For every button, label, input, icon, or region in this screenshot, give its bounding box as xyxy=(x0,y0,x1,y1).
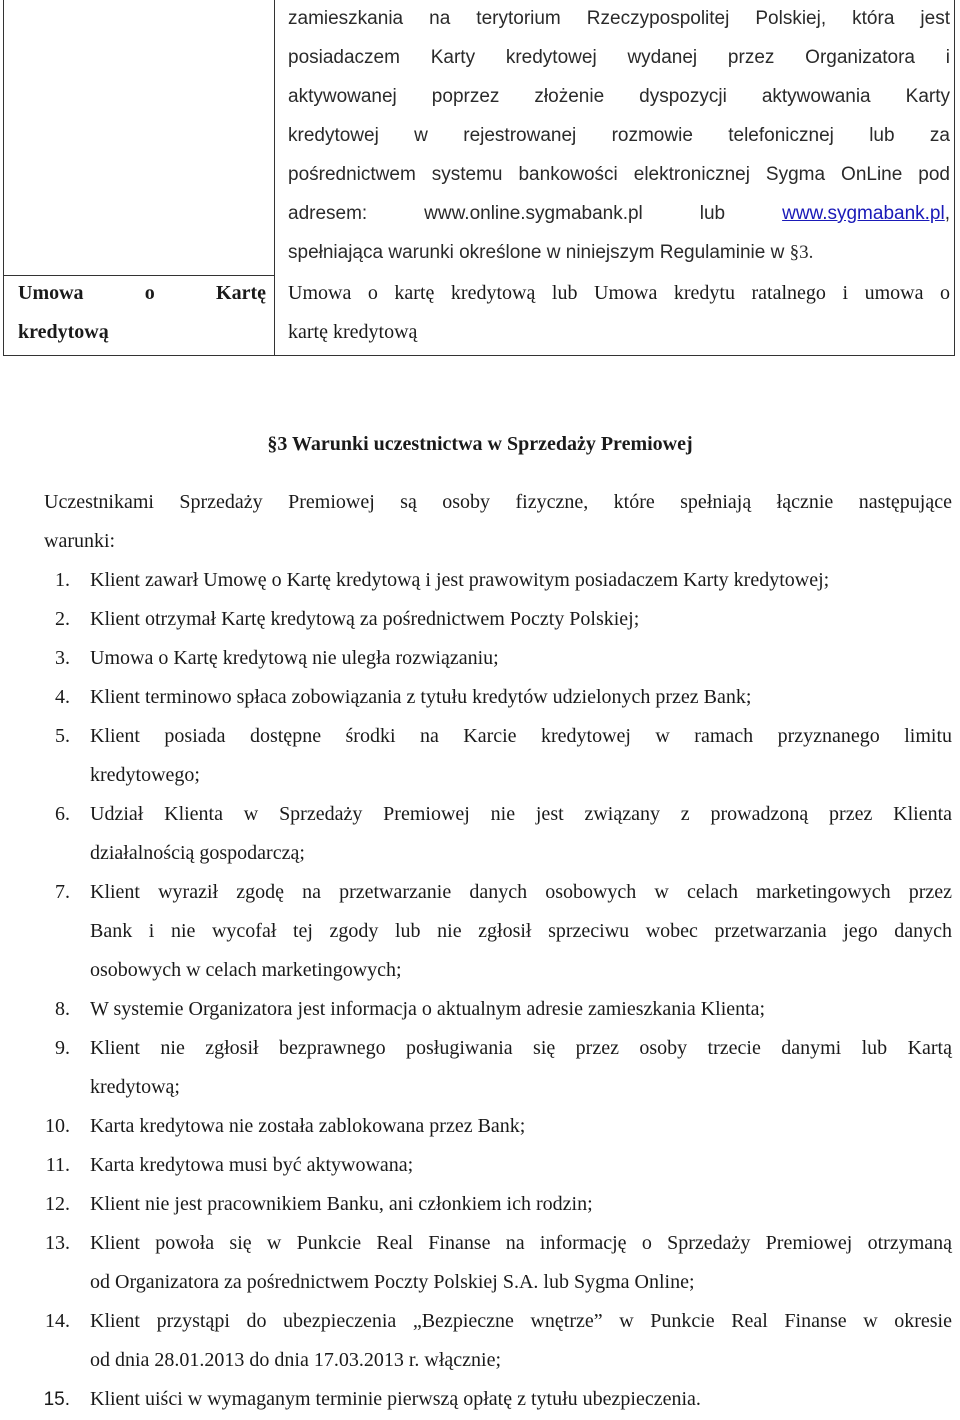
section-heading-text: 3 Warunki uczestnictwa w Sprzedaży Premiowej xyxy=(277,433,693,455)
condition-text-line: Klient terminowo spłaca zobowiązania z tytułu kredytów udzielonych przez Bank; xyxy=(90,686,752,708)
intro-line: warunki: xyxy=(44,530,116,552)
condition-item xyxy=(0,1146,952,1185)
paragraph-ref: §3. xyxy=(789,242,814,263)
condition-number: 13. xyxy=(45,1232,70,1254)
condition-text-line: Klient wyraził zgodę na przetwarzanie danych osobowych w celach marketingowych przez xyxy=(90,881,952,903)
definition-line: pośrednictwem systemu bankowości elektronicznej Sygma OnLine pod xyxy=(288,164,950,185)
address-prefix: adresem: xyxy=(288,203,368,224)
condition-number: 4. xyxy=(55,686,70,708)
condition-text-line: Klient uiści w wymaganym terminie pierwszą opłatę z tytułu ubezpieczenia. xyxy=(90,1388,701,1410)
term-word: Kartę xyxy=(216,282,266,304)
condition-number: 14. xyxy=(45,1310,70,1332)
condition-item xyxy=(0,639,952,678)
url-suffix: , xyxy=(944,203,950,224)
condition-text-line: kredytową; xyxy=(90,1076,180,1098)
condition-item xyxy=(0,1302,952,1380)
definition-line: aktywowanej poprzez złożenie dyspozycji aktywowania Karty xyxy=(288,86,950,107)
condition-text-line: Udział Klienta w Sprzedaży Premiowej nie jest związany z prowadzoną przez Klienta xyxy=(90,803,952,825)
definition-last-line xyxy=(288,233,950,272)
term-line-2: kredytową xyxy=(18,321,109,343)
conditions-list xyxy=(0,561,960,1419)
condition-number: 7. xyxy=(55,881,70,903)
condition-item xyxy=(0,990,952,1029)
condition-text-line: Klient nie zgłosił bezprawnego posługiwania się przez osoby trzecie danymi lub Kartą xyxy=(90,1037,952,1059)
condition-text-line: Klient otrzymał Kartę kredytową za pośrednictwem Poczty Polskiej; xyxy=(90,608,640,630)
term-cell xyxy=(18,274,266,352)
condition-item xyxy=(0,1380,952,1419)
condition-text-line: od dnia 28.01.2013 do dnia 17.03.2013 r. włącznie; xyxy=(90,1349,502,1371)
condition-item xyxy=(0,1029,952,1107)
condition-item xyxy=(0,873,952,990)
condition-item xyxy=(0,1185,952,1224)
condition-text-line: Klient nie jest pracownikiem Banku, ani członkiem ich rodzin; xyxy=(90,1193,593,1215)
intro-paragraph xyxy=(44,483,952,561)
condition-text-line: od Organizatora za pośrednictwem Poczty Polskiej S.A. lub Sygma Online; xyxy=(90,1271,695,1293)
condition-item xyxy=(0,795,952,873)
sygmabank-link[interactable]: www.sygmabank.pl xyxy=(782,203,945,224)
definition-line: kartę kredytową xyxy=(288,321,418,343)
condition-number: 6. xyxy=(55,803,70,825)
condition-text-line: Karta kredytowa musi być aktywowana; xyxy=(90,1154,414,1176)
url-connector: lub xyxy=(699,203,726,224)
condition-number: 5. xyxy=(55,725,70,747)
definition-cell xyxy=(288,274,950,352)
condition-text-line: kredytowego; xyxy=(90,764,200,786)
definition-line: kredytowej w rejestrowanej rozmowie telefonicznej lub za xyxy=(288,125,950,146)
condition-text-line: działalnością gospodarczą; xyxy=(90,842,305,864)
condition-number: 9. xyxy=(55,1037,70,1059)
definition-line: Umowa o kartę kredytową lub Umowa kredytu ratalnego i umowa o xyxy=(288,282,950,304)
condition-number: 8. xyxy=(55,998,70,1020)
condition-item xyxy=(0,1224,952,1302)
condition-number: 10. xyxy=(45,1115,70,1137)
condition-number: 3. xyxy=(55,647,70,669)
condition-item xyxy=(0,1107,952,1146)
condition-text-line: Umowa o Kartę kredytową nie uległa rozwiązaniu; xyxy=(90,647,499,669)
condition-number: 15. xyxy=(43,1389,70,1410)
definition-line: posiadaczem Karty kredytowej wydanej przez Organizatora i xyxy=(288,47,950,68)
term-word: Umowa xyxy=(18,282,84,304)
condition-text-line: Klient przystąpi do ubezpieczenia „Bezpieczne wnętrze” w Punkcie Real Finanse w okresie xyxy=(90,1310,952,1332)
condition-number: 12. xyxy=(45,1193,70,1215)
table-column-divider xyxy=(274,0,275,355)
term-word: o xyxy=(144,282,155,304)
condition-text-line: W systemie Organizatora jest informacja o aktualnym adresie zamieszkania Klienta; xyxy=(90,998,766,1020)
section-heading: §3 Warunki uczestnictwa w Sprzedaży Premiowej xyxy=(267,433,693,455)
condition-item xyxy=(0,561,952,600)
condition-item xyxy=(0,678,952,717)
condition-item xyxy=(0,600,952,639)
definition-last-text: spełniająca warunki określone w niniejszym Regulaminie w xyxy=(288,242,785,263)
condition-text-line: Klient powoła się w Punkcie Real Finanse na informację o Sprzedaży Premiowej otrzymaną xyxy=(90,1232,952,1254)
term-line-1 xyxy=(18,274,266,313)
condition-text-line: Klient zawarł Umowę o Kartę kredytową i jest prawowitym posiadaczem Karty kredytowej; xyxy=(90,569,830,591)
online-url-text: www.online.sygmabank.pl xyxy=(424,203,643,224)
condition-text-line: Bank i nie wycofał tej zgody lub nie zgłosił sprzeciwu wobec przetwarzania jego danych xyxy=(90,920,952,942)
definition-line: zamieszkania na terytorium Rzeczypospolitej Polskiej, która jest xyxy=(288,8,950,29)
condition-number: 1. xyxy=(55,569,70,591)
condition-text-line: osobowych w celach marketingowych; xyxy=(90,959,402,981)
definition-continuation-cell xyxy=(288,0,950,272)
paragraph-ref-number: 3. xyxy=(799,242,814,263)
definitions-table xyxy=(3,0,955,356)
intro-line: Uczestnikami Sprzedaży Premiowej są osoby fizyczne, które spełniają łącznie następujące xyxy=(44,491,952,513)
address-line xyxy=(288,194,950,233)
condition-text-line: Klient posiada dostępne środki na Karcie kredytowej w ramach przyznanego limitu xyxy=(90,725,952,747)
condition-text-line: Karta kredytowa nie została zablokowana przez Bank; xyxy=(90,1115,526,1137)
condition-item xyxy=(0,717,952,795)
condition-number: 2. xyxy=(55,608,70,630)
condition-number: 11. xyxy=(45,1154,70,1176)
